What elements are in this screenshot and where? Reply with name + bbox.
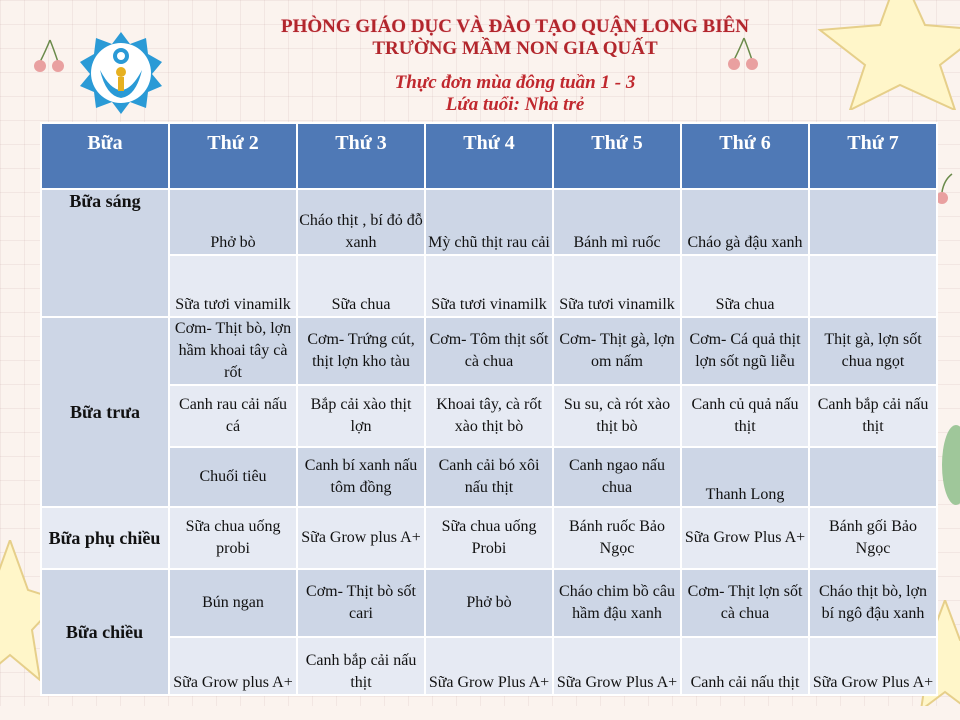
header-tuesday: Thứ 3 — [297, 123, 425, 189]
table-cell: Sữa Grow Plus A+ — [553, 637, 681, 695]
table-cell: Sữa tươi vinamilk — [553, 255, 681, 317]
table-cell: Sữa tươi vinamilk — [425, 255, 553, 317]
table-cell: Cháo gà đậu xanh — [681, 189, 809, 255]
age-group: Lứa tuổi: Nhà trẻ — [445, 94, 585, 115]
table-cell: Bánh mì ruốc — [553, 189, 681, 255]
table-cell: Bún ngan — [169, 569, 297, 637]
table-cell — [809, 447, 937, 507]
header-friday: Thứ 6 — [681, 123, 809, 189]
header-wednesday: Thứ 4 — [425, 123, 553, 189]
table-cell: Canh rau cải nấu cá — [169, 385, 297, 447]
table-cell: Phở bò — [425, 569, 553, 637]
table-cell: Chuối tiêu — [169, 447, 297, 507]
header-thursday: Thứ 5 — [553, 123, 681, 189]
table-cell: Cháo chim bồ câu hầm đậu xanh — [553, 569, 681, 637]
table-cell: Cơm- Trứng cút, thịt lợn kho tàu — [297, 317, 425, 385]
leaf-decoration-right — [936, 420, 960, 510]
table-cell: Cơm- Thịt gà, lợn om nấm — [553, 317, 681, 385]
header-monday: Thứ 2 — [169, 123, 297, 189]
table-cell: Cơm- Thịt bò sốt cari — [297, 569, 425, 637]
table-cell: Mỳ chũ thịt rau cải — [425, 189, 553, 255]
table-cell — [809, 189, 937, 255]
department-title: PHÒNG GIÁO DỤC VÀ ĐÀO TẠO QUẬN LONG BIÊN — [280, 16, 749, 37]
table-cell: Canh cải bó xôi nấu thịt — [425, 447, 553, 507]
table-cell: Canh ngao nấu chua — [553, 447, 681, 507]
cherry-decoration-left — [30, 36, 70, 76]
table-row — [41, 189, 937, 255]
table-cell: Phở bò — [169, 189, 297, 255]
table-cell: Sữa Grow Plus A+ — [425, 637, 553, 695]
table-cell: Canh bí xanh nấu tôm đồng — [297, 447, 425, 507]
table-cell: Sữa chua — [681, 255, 809, 317]
table-cell: Sữa Grow Plus A+ — [681, 507, 809, 569]
table-cell: Sữa chua uống Probi — [425, 507, 553, 569]
table-cell: Su su, cà rót xào thịt bò — [553, 385, 681, 447]
table-row — [41, 255, 937, 317]
table-cell: Canh bắp cải nấu thịt — [297, 637, 425, 695]
table-cell: Canh cải nấu thịt — [681, 637, 809, 695]
table-cell: Canh củ quả nấu thịt — [681, 385, 809, 447]
table-cell: Sữa chua — [297, 255, 425, 317]
header-saturday: Thứ 7 — [809, 123, 937, 189]
meal-afternoon-snack: Bữa phụ chiều — [41, 507, 169, 569]
table-row — [41, 385, 937, 447]
table-cell: Cơm- Thịt lợn sốt cà chua — [681, 569, 809, 637]
table-cell: Cơm- Cá quả thịt lợn sốt ngũ liễu — [681, 317, 809, 385]
table-cell: Thanh Long — [681, 447, 809, 507]
weekly-menu-table — [40, 122, 938, 696]
bottom-strip — [0, 706, 960, 720]
table-cell: Sữa Grow Plus A+ — [809, 637, 937, 695]
table-cell: Cơm- Tôm thịt sốt cà chua — [425, 317, 553, 385]
table-row — [41, 569, 937, 637]
table-cell: Bánh ruốc Bảo Ngọc — [553, 507, 681, 569]
table-cell: Sữa tươi vinamilk — [169, 255, 297, 317]
table-cell: Sữa chua uống probi — [169, 507, 297, 569]
table-cell: Cơm- Thịt bò, lợn hầm khoai tây cà rốt — [169, 317, 297, 385]
table-row — [41, 507, 937, 569]
table-cell: Sữa Grow plus A+ — [297, 507, 425, 569]
table-header-row — [41, 123, 937, 189]
table-row — [41, 447, 937, 507]
table-cell: Bánh gối Bảo Ngọc — [809, 507, 937, 569]
table-cell: Khoai tây, cà rốt xào thịt bò — [425, 385, 553, 447]
school-logo — [78, 30, 164, 116]
meal-dinner: Bữa chiều — [41, 569, 169, 695]
table-cell: Canh bắp cải nấu thịt — [809, 385, 937, 447]
table-cell: Cháo thịt bò, lợn bí ngô đậu xanh — [809, 569, 937, 637]
table-cell: Sữa Grow plus A+ — [169, 637, 297, 695]
table-cell — [809, 255, 937, 317]
table-cell: Cháo thịt , bí đỏ đỗ xanh — [297, 189, 425, 255]
header-meal: Bữa — [41, 123, 169, 189]
table-row — [41, 317, 937, 385]
meal-breakfast: Bữa sáng — [41, 189, 169, 317]
table-cell: Bắp cải xào thịt lợn — [297, 385, 425, 447]
school-name: TRƯỜNG MẦM NON GIA QUẤT — [372, 38, 658, 59]
menu-header — [170, 16, 860, 116]
table-row — [41, 637, 937, 695]
meal-lunch: Bữa trưa — [41, 317, 169, 507]
menu-title: Thực đơn mùa đông tuần 1 - 3 — [394, 72, 636, 93]
table-cell: Thịt gà, lợn sốt chua ngọt — [809, 317, 937, 385]
